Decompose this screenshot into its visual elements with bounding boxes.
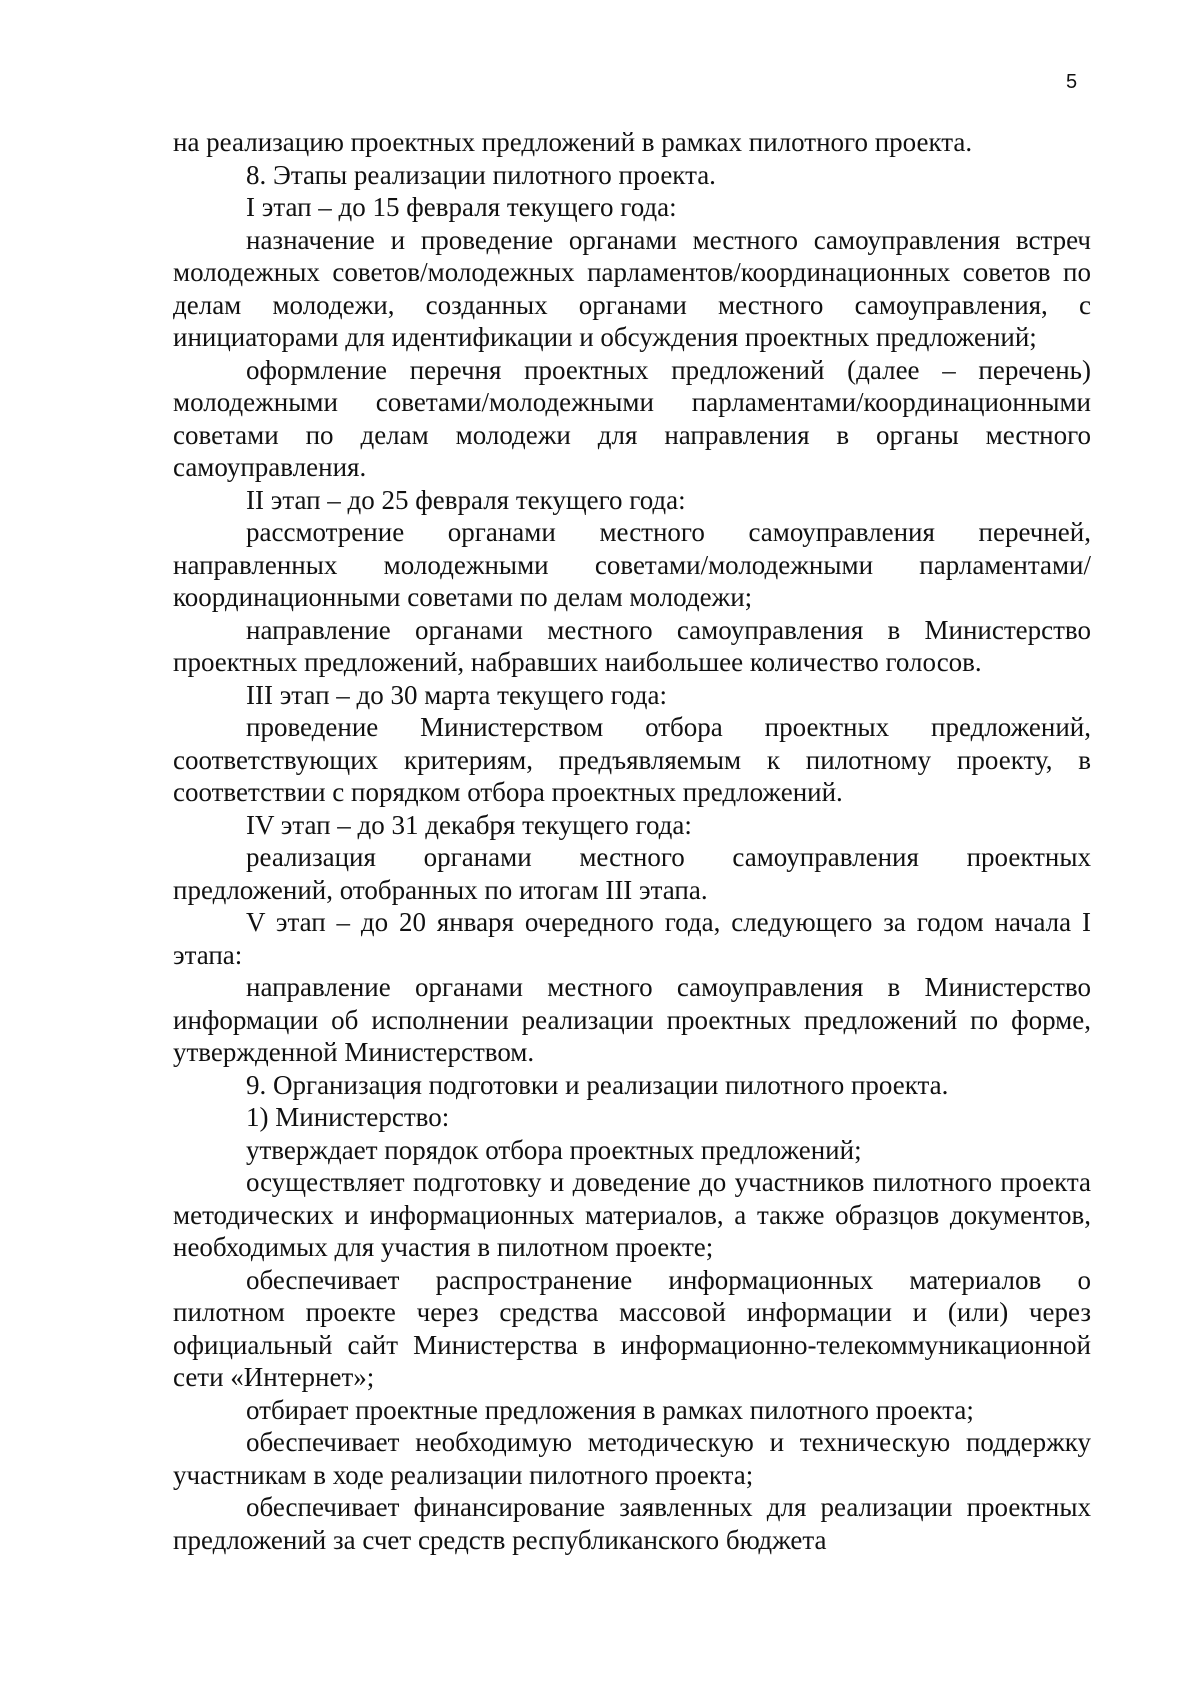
paragraph: на реализацию проектных предложений в рамках пилотного проекта. [173, 127, 973, 157]
paragraph: направление органами местного самоуправления в Министерство информации об исполнении реализации проектных предложений по форме, утвержденной Министерством. [173, 972, 1091, 1067]
page-number: 5 [1066, 71, 1078, 93]
paragraph: IV этап – до 31 декабря текущего года: [246, 809, 692, 840]
document-body [173, 126, 1091, 1556]
paragraph: обеспечивает финансирование заявленных для реализации проектных предложений за счет средств республиканского бюджета [173, 1492, 1091, 1555]
paragraph: 1) Министерство: [246, 1102, 450, 1132]
paragraph: проведение Министерством отбора проектных предложений, соответствующих критериям, предъявляемым к пилотному проекту, в соответствии с порядком отбора проектных предложений. [173, 712, 1091, 807]
paragraph: обеспечивает необходимую методическую и техническую поддержку участникам в ходе реализации пилотного проекта; [173, 1427, 1091, 1490]
paragraph: утверждает порядок отбора проектных предложений; [246, 1134, 862, 1165]
paragraph: II этап – до 25 февраля текущего года: [246, 484, 686, 515]
paragraph: 9. Организация подготовки и реализации пилотного проекта. [246, 1069, 949, 1100]
paragraph: 8. Этапы реализации пилотного проекта. [246, 159, 716, 190]
paragraph: обеспечивает распространение информационных материалов о пилотном проекте через средства массовой информации и (или) через официальный сайт Министерства в информационно-телекоммуникационной сети «Интернет»; [173, 1264, 1091, 1392]
paragraph: III этап – до 30 марта текущего года: [246, 679, 667, 710]
paragraph: осуществляет подготовку и доведение до участников пилотного проекта методических и информационных материалов, а также образцов документов, необходимых для участия в пилотном проекте; [173, 1167, 1091, 1262]
paragraph: I этап – до 15 февраля текущего года: [246, 192, 677, 222]
paragraph: оформление перечня проектных предложений (далее – перечень) молодежными советами/молодежными парламентами/координационными советами по делам молодежи для направления в органы местного самоуправления. [173, 354, 1091, 482]
paragraph: направление органами местного самоуправления в Министерство проектных предложений, набравших наибольшее количество голосов. [173, 614, 1091, 677]
paragraph: назначение и проведение органами местного самоуправления встреч молодежных советов/молодежных парламентов/координационных советов по делам молодежи, созданных органами местного самоуправления, с инициаторами для идентификации и обсуждения проектных предложений; [173, 224, 1091, 352]
paragraph: реализация органами местного самоуправления проектных предложений, отобранных по итогам III этапа. [173, 842, 1091, 905]
paragraph: рассмотрение органами местного самоуправления перечней, направленных молодежными советами/молодежными парламентами/координационными советами по делам молодежи; [173, 517, 1091, 612]
paragraph: V этап – до 20 января очередного года, следующего за годом начала I этапа: [173, 907, 1091, 970]
paragraph: отбирает проектные предложения в рамках пилотного проекта; [246, 1394, 974, 1425]
